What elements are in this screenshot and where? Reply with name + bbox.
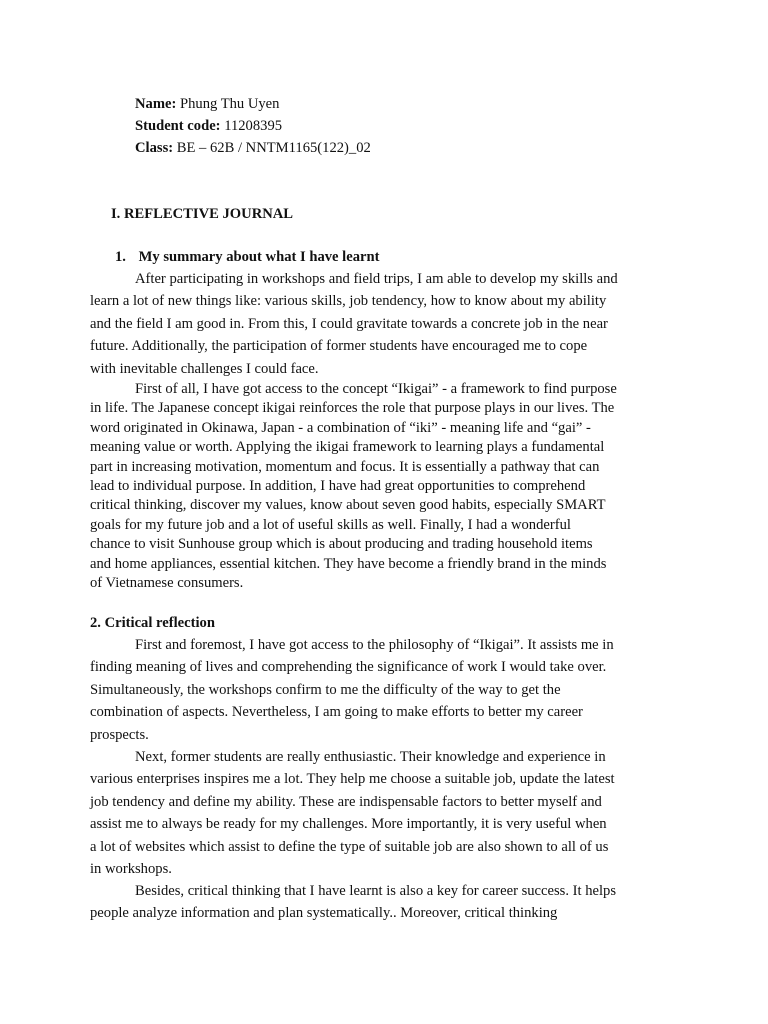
student-code-value: 11208395 <box>224 118 283 134</box>
summary-number: 1. <box>115 249 126 265</box>
text-line: combination of aspects. Nevertheless, I am going to make efforts to better my career <box>90 704 583 721</box>
section-title: I. REFLECTIVE JOURNAL <box>111 206 294 222</box>
student-code-line <box>135 115 371 137</box>
text-line: in life. The Japanese concept ikigai reinforces the role that purpose plays in our lives. The <box>90 400 615 417</box>
text-line: goals for my future job and a lot of useful skills as well. Finally, I had a wonderful <box>90 516 571 533</box>
text-line: assist me to always be ready for my challenges. More importantly, it is very useful when <box>90 816 607 833</box>
text-line: and the field I am good in. From this, I could gravitate towards a concrete job in the near <box>90 315 608 332</box>
text-line: Besides, critical thinking that I have learnt is also a key for career success. It helps <box>135 883 617 899</box>
reflection-heading: 2. Critical reflection <box>90 615 215 631</box>
text-line: Simultaneously, the workshops confirm to me the difficulty of the way to get the <box>90 681 561 698</box>
name-label: Name: <box>135 96 177 112</box>
text-line: future. Additionally, the participation of former students have encouraged me to cope <box>90 338 588 355</box>
text-line: with inevitable challenges I could face. <box>90 360 319 377</box>
name-line <box>135 93 371 115</box>
reflection-paragraph-3 <box>90 880 680 925</box>
text-line: meaning value or worth. Applying the ikigai framework to learning plays a fundamental <box>90 439 605 456</box>
summary-paragraph-2 <box>90 380 680 593</box>
text-line: After participating in workshops and field trips, I am able to develop my skills and <box>135 271 618 287</box>
text-line: First of all, I have got access to the concept “Ikigai” - a framework to find purpose <box>135 381 617 397</box>
reflection-paragraph-1 <box>90 634 680 746</box>
summary-paragraph-1 <box>90 268 680 380</box>
summary-heading <box>115 246 379 268</box>
text-line: Next, former students are really enthusiastic. Their knowledge and experience in <box>135 749 606 765</box>
text-line: critical thinking, discover my values, know about seven good habits, especially SMART <box>90 497 606 514</box>
text-line: and home appliances, essential kitchen. They have become a friendly brand in the minds <box>90 555 607 572</box>
text-line: chance to visit Sunhouse group which is about producing and trading household items <box>90 536 593 553</box>
text-line: part in increasing motivation, momentum and focus. It is essentially a pathway that can <box>90 458 600 475</box>
text-line: job tendency and define my ability. These are indispensable factors to better myself and <box>90 793 602 810</box>
reflection-paragraph-2 <box>90 746 680 880</box>
text-line: various enterprises inspires me a lot. They help me choose a suitable job, update the latest <box>90 771 615 788</box>
student-info-header <box>135 93 371 159</box>
text-line: word originated in Okinawa, Japan - a combination of “iki” - meaning life and “gai” - <box>90 419 591 436</box>
class-line <box>135 137 371 159</box>
name-value: Phung Thu Uyen <box>180 96 280 112</box>
text-line: lead to individual purpose. In addition, I have had great opportunities to comprehend <box>90 478 586 495</box>
text-line: in workshops. <box>90 861 172 878</box>
summary-title: My summary about what I have learnt <box>138 249 380 265</box>
class-value: BE – 62B / NNTM1165(122)_02 <box>176 140 371 156</box>
class-label: Class: <box>135 140 174 156</box>
text-line: prospects. <box>90 726 149 743</box>
text-line: of Vietnamese consumers. <box>90 575 244 592</box>
text-line: a lot of websites which assist to define the type of suitable job are also shown to all of us <box>90 838 609 855</box>
student-code-label: Student code: <box>135 118 221 134</box>
text-line: First and foremost, I have got access to the philosophy of “Ikigai”. It assists me in <box>135 637 614 653</box>
text-line: finding meaning of lives and comprehending the significance of work I would take over. <box>90 659 607 676</box>
text-line: learn a lot of new things like: various skills, job tendency, how to know about my ability <box>90 293 607 310</box>
text-line: people analyze information and plan systematically.. Moreover, critical thinking <box>90 905 558 922</box>
